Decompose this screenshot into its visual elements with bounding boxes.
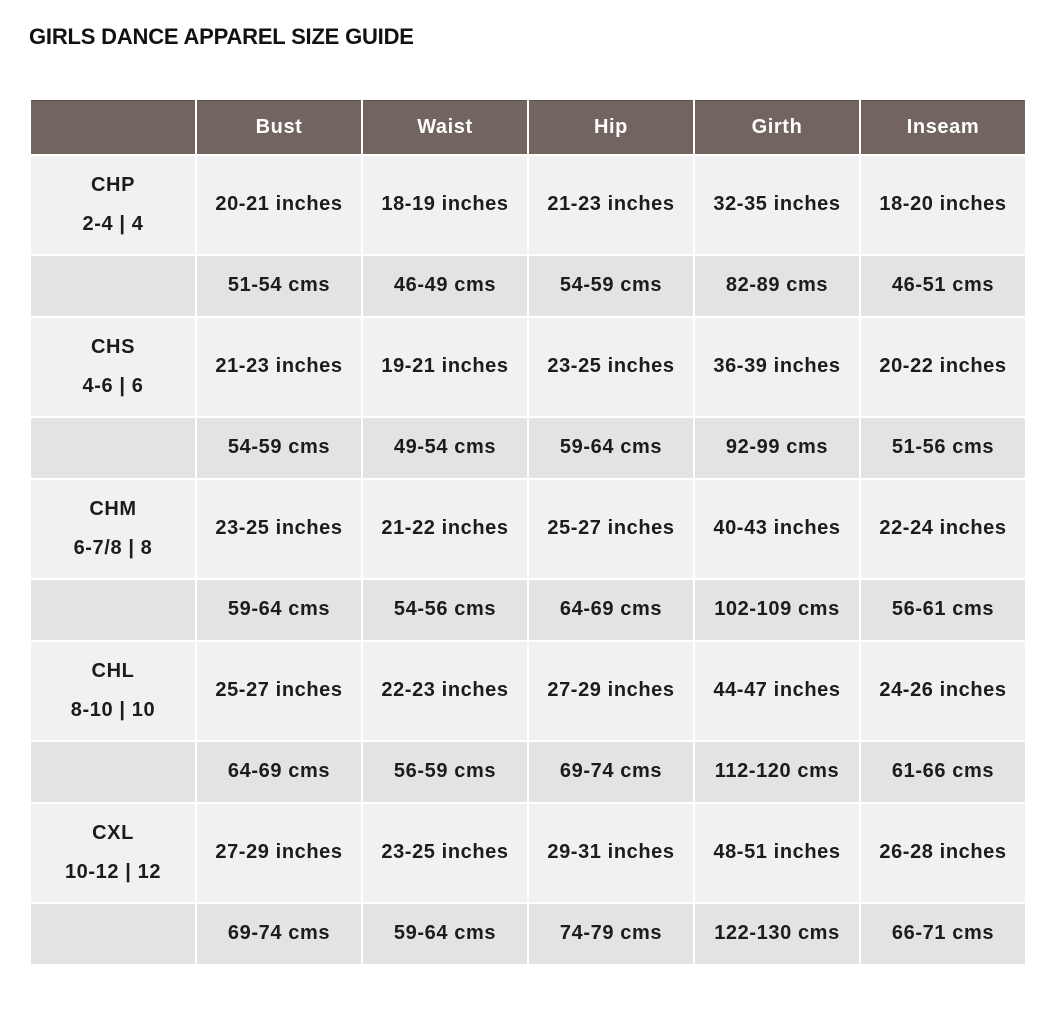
table-row-cms bbox=[30, 579, 1026, 641]
size-label-cell bbox=[30, 641, 196, 741]
inseam-cms-cell: 66-71 cms bbox=[860, 903, 1026, 965]
waist-inches-cell: 23-25 inches bbox=[362, 803, 528, 903]
inseam-inches-cell: 22-24 inches bbox=[860, 479, 1026, 579]
girth-inches-cell: 36-39 inches bbox=[694, 317, 860, 417]
size-label-cell bbox=[30, 317, 196, 417]
waist-cms-cell: 59-64 cms bbox=[362, 903, 528, 965]
inseam-inches-cell: 18-20 inches bbox=[860, 155, 1026, 255]
girth-inches-cell: 48-51 inches bbox=[694, 803, 860, 903]
page-title: GIRLS DANCE APPAREL SIZE GUIDE bbox=[29, 24, 414, 49]
table-row-inches bbox=[30, 803, 1026, 903]
column-header-waist: Waist bbox=[362, 101, 528, 155]
waist-inches-cell: 22-23 inches bbox=[362, 641, 528, 741]
bust-cms-cell: 59-64 cms bbox=[196, 579, 362, 641]
column-header-bust: Bust bbox=[196, 101, 362, 155]
table-row-cms bbox=[30, 903, 1026, 965]
girth-cms-cell: 102-109 cms bbox=[694, 579, 860, 641]
size-code: CXL bbox=[92, 821, 134, 844]
inseam-cms-cell: 56-61 cms bbox=[860, 579, 1026, 641]
size-ages: 4-6 | 6 bbox=[82, 374, 144, 397]
table-header-row bbox=[30, 101, 1026, 155]
hip-cms-cell: 69-74 cms bbox=[528, 741, 694, 803]
girth-inches-cell: 32-35 inches bbox=[694, 155, 860, 255]
size-code: CHS bbox=[90, 335, 136, 358]
size-code: CHP bbox=[90, 173, 136, 196]
inseam-inches-cell: 26-28 inches bbox=[860, 803, 1026, 903]
inseam-cms-cell: 61-66 cms bbox=[860, 741, 1026, 803]
hip-inches-cell: 25-27 inches bbox=[528, 479, 694, 579]
girth-inches-cell: 40-43 inches bbox=[694, 479, 860, 579]
size-ages: 6-7/8 | 8 bbox=[73, 536, 153, 559]
waist-inches-cell: 18-19 inches bbox=[362, 155, 528, 255]
size-label-cell bbox=[30, 479, 196, 579]
column-header-girth: Girth bbox=[694, 101, 860, 155]
waist-cms-cell: 56-59 cms bbox=[362, 741, 528, 803]
waist-inches-cell: 21-22 inches bbox=[362, 479, 528, 579]
size-code: CHL bbox=[91, 659, 135, 682]
bust-inches-cell: 23-25 inches bbox=[196, 479, 362, 579]
table-row-cms bbox=[30, 741, 1026, 803]
empty-label-cell bbox=[30, 255, 196, 317]
empty-label-cell bbox=[30, 903, 196, 965]
waist-cms-cell: 54-56 cms bbox=[362, 579, 528, 641]
column-header-inseam: Inseam bbox=[860, 101, 1026, 155]
empty-label-cell bbox=[30, 579, 196, 641]
column-header-size bbox=[30, 101, 196, 155]
inseam-cms-cell: 51-56 cms bbox=[860, 417, 1026, 479]
hip-cms-cell: 64-69 cms bbox=[528, 579, 694, 641]
empty-label-cell bbox=[30, 417, 196, 479]
table-row-inches bbox=[30, 155, 1026, 255]
bust-cms-cell: 54-59 cms bbox=[196, 417, 362, 479]
table-row-cms bbox=[30, 255, 1026, 317]
hip-inches-cell: 21-23 inches bbox=[528, 155, 694, 255]
waist-cms-cell: 46-49 cms bbox=[362, 255, 528, 317]
bust-inches-cell: 27-29 inches bbox=[196, 803, 362, 903]
waist-cms-cell: 49-54 cms bbox=[362, 417, 528, 479]
size-ages: 8-10 | 10 bbox=[70, 698, 156, 721]
hip-inches-cell: 23-25 inches bbox=[528, 317, 694, 417]
size-guide-table bbox=[29, 100, 1027, 966]
bust-cms-cell: 64-69 cms bbox=[196, 741, 362, 803]
girth-inches-cell: 44-47 inches bbox=[694, 641, 860, 741]
table-row-cms bbox=[30, 417, 1026, 479]
table-row-inches bbox=[30, 641, 1026, 741]
hip-cms-cell: 59-64 cms bbox=[528, 417, 694, 479]
hip-inches-cell: 27-29 inches bbox=[528, 641, 694, 741]
bust-inches-cell: 20-21 inches bbox=[196, 155, 362, 255]
bust-inches-cell: 25-27 inches bbox=[196, 641, 362, 741]
girth-cms-cell: 82-89 cms bbox=[694, 255, 860, 317]
girth-cms-cell: 112-120 cms bbox=[694, 741, 860, 803]
bust-cms-cell: 51-54 cms bbox=[196, 255, 362, 317]
inseam-inches-cell: 24-26 inches bbox=[860, 641, 1026, 741]
inseam-cms-cell: 46-51 cms bbox=[860, 255, 1026, 317]
bust-cms-cell: 69-74 cms bbox=[196, 903, 362, 965]
column-header-hip: Hip bbox=[528, 101, 694, 155]
size-code: CHM bbox=[89, 497, 137, 520]
hip-inches-cell: 29-31 inches bbox=[528, 803, 694, 903]
girth-cms-cell: 92-99 cms bbox=[694, 417, 860, 479]
girth-cms-cell: 122-130 cms bbox=[694, 903, 860, 965]
size-label-cell bbox=[30, 803, 196, 903]
size-label-cell bbox=[30, 155, 196, 255]
table-row-inches bbox=[30, 317, 1026, 417]
waist-inches-cell: 19-21 inches bbox=[362, 317, 528, 417]
hip-cms-cell: 74-79 cms bbox=[528, 903, 694, 965]
bust-inches-cell: 21-23 inches bbox=[196, 317, 362, 417]
hip-cms-cell: 54-59 cms bbox=[528, 255, 694, 317]
empty-label-cell bbox=[30, 741, 196, 803]
table-row-inches bbox=[30, 479, 1026, 579]
inseam-inches-cell: 20-22 inches bbox=[860, 317, 1026, 417]
size-ages: 2-4 | 4 bbox=[82, 212, 144, 235]
size-ages: 10-12 | 12 bbox=[64, 860, 162, 883]
